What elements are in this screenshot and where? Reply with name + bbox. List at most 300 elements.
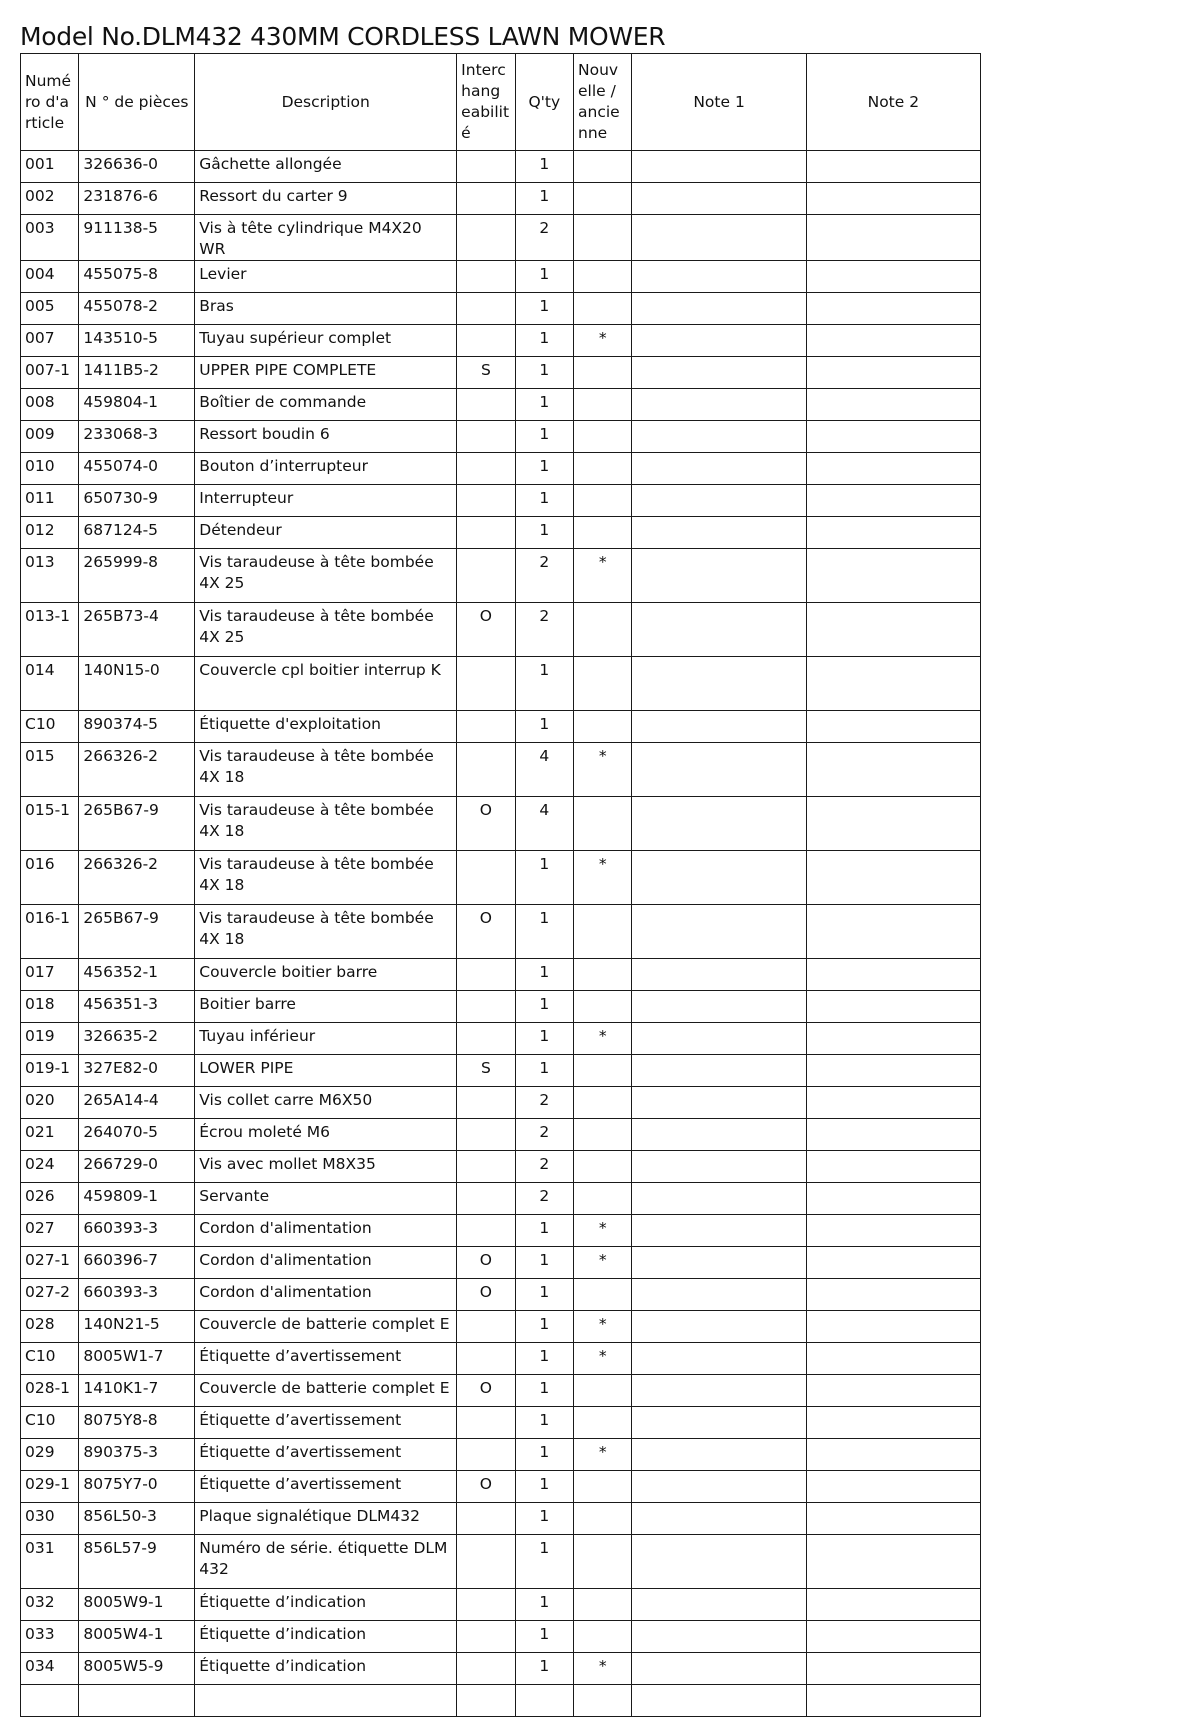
parts-table (20, 53, 981, 1717)
cell-description: Vis taraudeuse à tête bombée 4X 18 (195, 797, 457, 851)
cell-new-old (574, 991, 632, 1023)
cell-item-no: 031 (21, 1535, 79, 1589)
cell-new-old (574, 797, 632, 851)
cell-item-no: 024 (21, 1151, 79, 1183)
table-row (21, 1653, 981, 1685)
cell-qty: 1 (515, 1247, 573, 1279)
cell-interchangeability (457, 1151, 515, 1183)
cell-interchangeability (457, 1311, 515, 1343)
cell-qty (515, 1685, 573, 1717)
cell-qty: 1 (515, 1279, 573, 1311)
cell-item-no: C10 (21, 1407, 79, 1439)
cell-note1 (632, 959, 806, 991)
cell-new-old (574, 517, 632, 549)
cell-item-no: 033 (21, 1621, 79, 1653)
cell-new-old (574, 215, 632, 261)
cell-part-no: 326636-0 (79, 151, 195, 183)
cell-note1 (632, 151, 806, 183)
cell-part-no: 265A14-4 (79, 1087, 195, 1119)
cell-part-no: 231876-6 (79, 183, 195, 215)
cell-qty: 1 (515, 357, 573, 389)
cell-interchangeability (457, 1589, 515, 1621)
cell-item-no: 003 (21, 215, 79, 261)
cell-note1 (632, 1215, 806, 1247)
cell-description: Boitier barre (195, 991, 457, 1023)
cell-interchangeability: O (457, 1375, 515, 1407)
cell-note2 (806, 1279, 980, 1311)
cell-new-old (574, 357, 632, 389)
cell-qty: 1 (515, 151, 573, 183)
cell-qty: 1 (515, 485, 573, 517)
cell-part-no: 459804-1 (79, 389, 195, 421)
cell-note2 (806, 1055, 980, 1087)
cell-item-no: 001 (21, 151, 79, 183)
cell-interchangeability (457, 1023, 515, 1055)
cell-note2 (806, 389, 980, 421)
cell-note2 (806, 183, 980, 215)
cell-interchangeability (457, 183, 515, 215)
cell-note2 (806, 905, 980, 959)
cell-note1 (632, 1621, 806, 1653)
cell-new-old: * (574, 549, 632, 603)
table-row (21, 1087, 981, 1119)
cell-part-no: 8005W1-7 (79, 1343, 195, 1375)
cell-new-old (574, 293, 632, 325)
table-row (21, 851, 981, 905)
cell-part-no: 456352-1 (79, 959, 195, 991)
cell-qty: 1 (515, 959, 573, 991)
table-row (21, 293, 981, 325)
cell-note1 (632, 1407, 806, 1439)
cell-qty: 1 (515, 389, 573, 421)
table-row (21, 1183, 981, 1215)
cell-item-no: 028 (21, 1311, 79, 1343)
cell-note1 (632, 517, 806, 549)
cell-description: Étiquette d’avertissement (195, 1439, 457, 1471)
cell-note1 (632, 1503, 806, 1535)
cell-note2 (806, 959, 980, 991)
table-row (21, 389, 981, 421)
cell-interchangeability: O (457, 1279, 515, 1311)
cell-new-old: * (574, 1653, 632, 1685)
cell-note2 (806, 1119, 980, 1151)
cell-interchangeability (457, 1685, 515, 1717)
cell-part-no: 265B67-9 (79, 905, 195, 959)
cell-new-old (574, 1407, 632, 1439)
cell-note2 (806, 151, 980, 183)
cell-item-no: 010 (21, 453, 79, 485)
cell-note2 (806, 261, 980, 293)
table-row (21, 711, 981, 743)
cell-interchangeability (457, 215, 515, 261)
cell-item-no: 019-1 (21, 1055, 79, 1087)
cell-description: Étiquette d’avertissement (195, 1343, 457, 1375)
cell-note2 (806, 1621, 980, 1653)
cell-note1 (632, 183, 806, 215)
cell-note2 (806, 215, 980, 261)
cell-item-no: C10 (21, 711, 79, 743)
cell-new-old (574, 905, 632, 959)
cell-new-old: * (574, 325, 632, 357)
cell-note1 (632, 453, 806, 485)
cell-interchangeability (457, 959, 515, 991)
cell-interchangeability (457, 389, 515, 421)
cell-interchangeability (457, 711, 515, 743)
cell-item-no: 027 (21, 1215, 79, 1247)
cell-description: Étiquette d’indication (195, 1621, 457, 1653)
col-header-description: Description (195, 54, 457, 151)
col-header-item-no: Numé ro d'a rticle (21, 54, 79, 151)
cell-qty: 1 (515, 1653, 573, 1685)
cell-description: Vis avec mollet M8X35 (195, 1151, 457, 1183)
cell-description: Vis taraudeuse à tête bombée 4X 18 (195, 905, 457, 959)
cell-description: Boîtier de commande (195, 389, 457, 421)
cell-part-no: 455075-8 (79, 261, 195, 293)
cell-description: Bras (195, 293, 457, 325)
cell-new-old (574, 1055, 632, 1087)
cell-note1 (632, 261, 806, 293)
col-header-part-no: N ° de pièces (79, 54, 195, 151)
cell-part-no: 8075Y8-8 (79, 1407, 195, 1439)
cell-qty: 1 (515, 1621, 573, 1653)
cell-new-old (574, 1279, 632, 1311)
cell-note2 (806, 1087, 980, 1119)
cell-part-no: 140N15-0 (79, 657, 195, 711)
cell-note1 (632, 1151, 806, 1183)
cell-note2 (806, 293, 980, 325)
col-header-qty: Q'ty (515, 54, 573, 151)
cell-note2 (806, 1151, 980, 1183)
cell-item-no: 019 (21, 1023, 79, 1055)
cell-qty: 1 (515, 1407, 573, 1439)
cell-note1 (632, 1343, 806, 1375)
cell-description: Gâchette allongée (195, 151, 457, 183)
table-row (21, 603, 981, 657)
cell-new-old (574, 183, 632, 215)
cell-part-no: 8005W5-9 (79, 1653, 195, 1685)
cell-part-no: 233068-3 (79, 421, 195, 453)
cell-part-no: 143510-5 (79, 325, 195, 357)
cell-note2 (806, 743, 980, 797)
cell-item-no: 004 (21, 261, 79, 293)
cell-note2 (806, 517, 980, 549)
table-row (21, 357, 981, 389)
cell-note2 (806, 797, 980, 851)
col-header-note1: Note 1 (632, 54, 806, 151)
table-row (21, 1247, 981, 1279)
cell-qty: 1 (515, 1471, 573, 1503)
cell-description: Cordon d'alimentation (195, 1279, 457, 1311)
cell-interchangeability (457, 151, 515, 183)
cell-note2 (806, 1439, 980, 1471)
cell-new-old: * (574, 1215, 632, 1247)
cell-note2 (806, 1343, 980, 1375)
cell-new-old (574, 1119, 632, 1151)
col-header-new-old: Nouv elle / ancie nne (574, 54, 632, 151)
cell-note2 (806, 1247, 980, 1279)
cell-new-old (574, 711, 632, 743)
cell-item-no: 029 (21, 1439, 79, 1471)
cell-description: Interrupteur (195, 485, 457, 517)
table-row (21, 1471, 981, 1503)
cell-note2 (806, 357, 980, 389)
cell-interchangeability: O (457, 797, 515, 851)
col-header-note2: Note 2 (806, 54, 980, 151)
cell-interchangeability (457, 1439, 515, 1471)
cell-interchangeability (457, 1653, 515, 1685)
cell-interchangeability (457, 421, 515, 453)
cell-new-old (574, 1151, 632, 1183)
cell-part-no: 459809-1 (79, 1183, 195, 1215)
cell-interchangeability (457, 1343, 515, 1375)
cell-item-no: 032 (21, 1589, 79, 1621)
cell-new-old: * (574, 1439, 632, 1471)
cell-qty: 1 (515, 991, 573, 1023)
cell-note1 (632, 485, 806, 517)
table-row (21, 1621, 981, 1653)
cell-part-no: 856L57-9 (79, 1535, 195, 1589)
cell-note1 (632, 851, 806, 905)
cell-interchangeability (457, 485, 515, 517)
cell-note2 (806, 1215, 980, 1247)
table-row (21, 1055, 981, 1087)
cell-note1 (632, 711, 806, 743)
cell-note2 (806, 1503, 980, 1535)
cell-note1 (632, 1375, 806, 1407)
cell-new-old (574, 657, 632, 711)
cell-description: Étiquette d’avertissement (195, 1471, 457, 1503)
cell-description: Couvercle de batterie complet E (195, 1311, 457, 1343)
cell-interchangeability (457, 851, 515, 905)
table-row (21, 1151, 981, 1183)
cell-new-old: * (574, 851, 632, 905)
cell-note2 (806, 1535, 980, 1589)
cell-part-no: 660393-3 (79, 1215, 195, 1247)
cell-description: UPPER PIPE COMPLETE (195, 357, 457, 389)
cell-qty: 1 (515, 1343, 573, 1375)
cell-interchangeability (457, 657, 515, 711)
cell-interchangeability (457, 1087, 515, 1119)
table-header-row (21, 54, 981, 151)
cell-qty: 1 (515, 711, 573, 743)
cell-qty: 1 (515, 1055, 573, 1087)
cell-note2 (806, 1685, 980, 1717)
table-row (21, 1343, 981, 1375)
cell-note1 (632, 293, 806, 325)
cell-part-no: 856L50-3 (79, 1503, 195, 1535)
cell-part-no: 8005W9-1 (79, 1589, 195, 1621)
cell-part-no: 265B67-9 (79, 797, 195, 851)
cell-interchangeability (457, 1503, 515, 1535)
cell-new-old (574, 421, 632, 453)
cell-note1 (632, 1279, 806, 1311)
cell-description: Étiquette d’indication (195, 1589, 457, 1621)
cell-note2 (806, 1375, 980, 1407)
cell-interchangeability (457, 1183, 515, 1215)
cell-new-old: * (574, 1247, 632, 1279)
table-row (21, 1375, 981, 1407)
cell-new-old: * (574, 743, 632, 797)
cell-item-no: 026 (21, 1183, 79, 1215)
cell-item-no: 030 (21, 1503, 79, 1535)
cell-description: Cordon d'alimentation (195, 1247, 457, 1279)
cell-item-no: 018 (21, 991, 79, 1023)
cell-note1 (632, 421, 806, 453)
table-row (21, 959, 981, 991)
cell-note2 (806, 453, 980, 485)
cell-item-no: 034 (21, 1653, 79, 1685)
cell-item-no: 021 (21, 1119, 79, 1151)
cell-description: Vis taraudeuse à tête bombée 4X 25 (195, 549, 457, 603)
cell-description: Écrou moleté M6 (195, 1119, 457, 1151)
cell-new-old: * (574, 1311, 632, 1343)
table-row (21, 517, 981, 549)
cell-note1 (632, 1183, 806, 1215)
cell-description: Servante (195, 1183, 457, 1215)
cell-part-no: 266326-2 (79, 851, 195, 905)
cell-interchangeability (457, 991, 515, 1023)
cell-qty: 1 (515, 325, 573, 357)
table-row (21, 1535, 981, 1589)
cell-note2 (806, 325, 980, 357)
cell-note2 (806, 1311, 980, 1343)
cell-description: Étiquette d’indication (195, 1653, 457, 1685)
cell-item-no: 014 (21, 657, 79, 711)
cell-note1 (632, 991, 806, 1023)
cell-description: Numéro de série. étiquette DLM 432 (195, 1535, 457, 1589)
cell-description: Tuyau supérieur complet (195, 325, 457, 357)
table-row (21, 1439, 981, 1471)
cell-description: Détendeur (195, 517, 457, 549)
cell-description (195, 1685, 457, 1717)
cell-new-old (574, 453, 632, 485)
cell-new-old (574, 389, 632, 421)
cell-description: Couvercle cpl boitier interrup K (195, 657, 457, 711)
cell-qty: 2 (515, 1183, 573, 1215)
cell-new-old (574, 959, 632, 991)
cell-part-no: 1410K1-7 (79, 1375, 195, 1407)
cell-interchangeability: O (457, 603, 515, 657)
cell-part-no: 650730-9 (79, 485, 195, 517)
cell-interchangeability: S (457, 357, 515, 389)
cell-note2 (806, 657, 980, 711)
cell-description: Bouton d’interrupteur (195, 453, 457, 485)
cell-description: Ressort du carter 9 (195, 183, 457, 215)
cell-part-no: 890375-3 (79, 1439, 195, 1471)
cell-interchangeability: S (457, 1055, 515, 1087)
cell-new-old (574, 151, 632, 183)
table-row (21, 421, 981, 453)
cell-new-old: * (574, 1023, 632, 1055)
table-row (21, 1215, 981, 1247)
cell-part-no: 265999-8 (79, 549, 195, 603)
cell-note2 (806, 1023, 980, 1055)
cell-qty: 1 (515, 905, 573, 959)
cell-qty: 1 (515, 517, 573, 549)
cell-interchangeability (457, 517, 515, 549)
cell-interchangeability (457, 549, 515, 603)
cell-interchangeability (457, 743, 515, 797)
table-row (21, 549, 981, 603)
cell-part-no: 266729-0 (79, 1151, 195, 1183)
cell-item-no: 005 (21, 293, 79, 325)
cell-note2 (806, 549, 980, 603)
cell-new-old (574, 1087, 632, 1119)
cell-interchangeability (457, 1621, 515, 1653)
cell-new-old (574, 1503, 632, 1535)
table-row (21, 743, 981, 797)
table-row (21, 1407, 981, 1439)
table-row (21, 485, 981, 517)
cell-item-no: 020 (21, 1087, 79, 1119)
cell-new-old (574, 603, 632, 657)
table-row (21, 325, 981, 357)
cell-qty: 1 (515, 1215, 573, 1247)
cell-qty: 1 (515, 1023, 573, 1055)
cell-note1 (632, 1471, 806, 1503)
cell-note1 (632, 1685, 806, 1717)
cell-part-no: 660396-7 (79, 1247, 195, 1279)
cell-part-no: 455074-0 (79, 453, 195, 485)
table-row (21, 1311, 981, 1343)
cell-item-no: 016 (21, 851, 79, 905)
cell-note1 (632, 1119, 806, 1151)
cell-note1 (632, 1023, 806, 1055)
cell-item-no (21, 1685, 79, 1717)
cell-item-no: 012 (21, 517, 79, 549)
cell-qty: 1 (515, 293, 573, 325)
cell-note1 (632, 1311, 806, 1343)
cell-item-no: C10 (21, 1343, 79, 1375)
cell-note1 (632, 1439, 806, 1471)
cell-new-old (574, 1183, 632, 1215)
table-row (21, 183, 981, 215)
cell-note1 (632, 905, 806, 959)
cell-qty: 1 (515, 657, 573, 711)
cell-part-no: 890374-5 (79, 711, 195, 743)
cell-new-old (574, 1375, 632, 1407)
cell-part-no: 8005W4-1 (79, 1621, 195, 1653)
cell-qty: 1 (515, 453, 573, 485)
cell-qty: 1 (515, 1589, 573, 1621)
cell-qty: 2 (515, 1119, 573, 1151)
cell-description: LOWER PIPE (195, 1055, 457, 1087)
cell-item-no: 007-1 (21, 357, 79, 389)
cell-description: Vis à tête cylindrique M4X20 WR (195, 215, 457, 261)
table-row (21, 1589, 981, 1621)
cell-note2 (806, 851, 980, 905)
cell-new-old (574, 1589, 632, 1621)
cell-note2 (806, 421, 980, 453)
cell-description: Vis taraudeuse à tête bombée 4X 18 (195, 743, 457, 797)
cell-note1 (632, 1055, 806, 1087)
cell-description: Ressort boudin 6 (195, 421, 457, 453)
cell-qty: 2 (515, 215, 573, 261)
cell-part-no: 265B73-4 (79, 603, 195, 657)
cell-new-old (574, 1471, 632, 1503)
cell-item-no: 013-1 (21, 603, 79, 657)
cell-note1 (632, 743, 806, 797)
cell-qty: 2 (515, 603, 573, 657)
cell-item-no: 015-1 (21, 797, 79, 851)
cell-item-no: 002 (21, 183, 79, 215)
cell-item-no: 029-1 (21, 1471, 79, 1503)
table-row (21, 151, 981, 183)
cell-qty: 4 (515, 743, 573, 797)
cell-item-no: 008 (21, 389, 79, 421)
cell-qty: 2 (515, 549, 573, 603)
cell-qty: 4 (515, 797, 573, 851)
